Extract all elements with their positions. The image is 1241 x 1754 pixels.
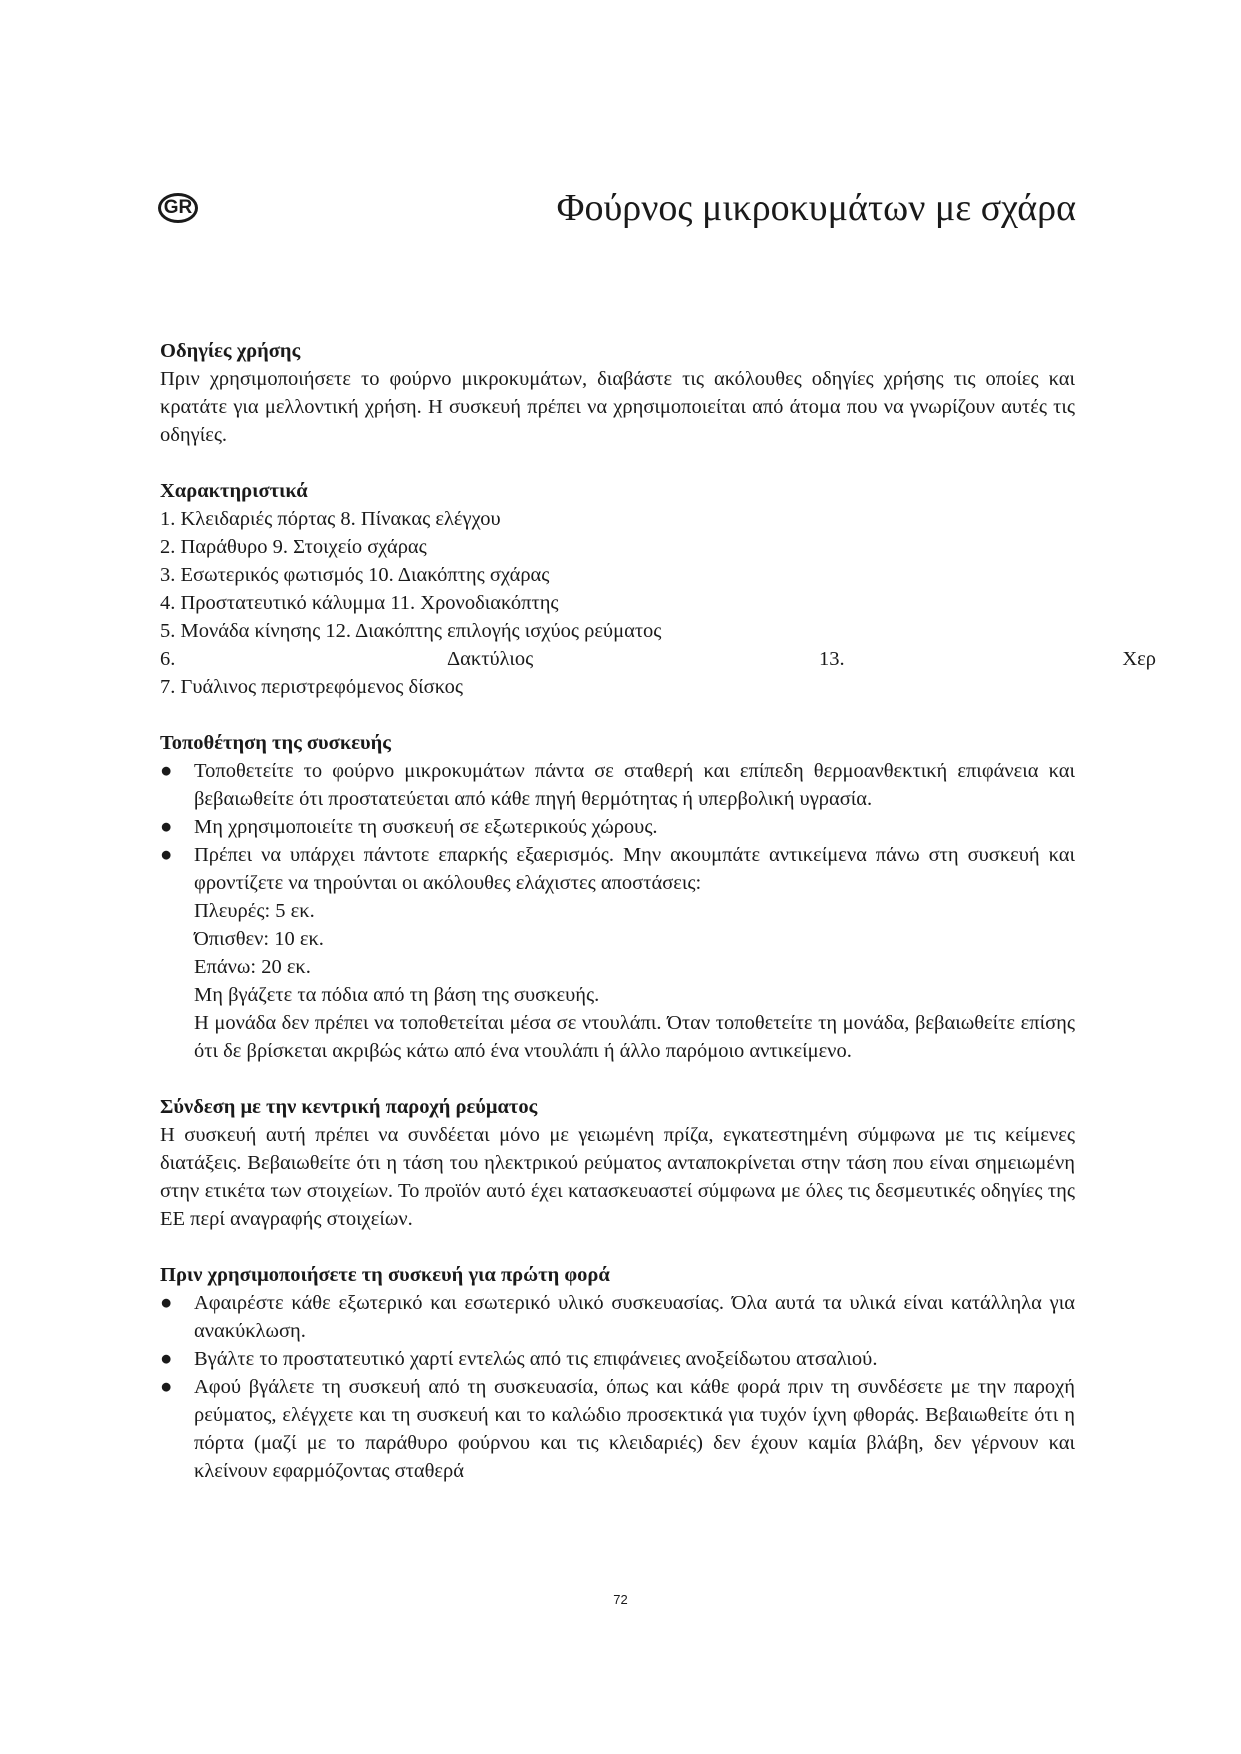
page-title: Φούρνος μικροκυμάτων με σχάρα (556, 187, 1076, 229)
feature-line: 2. Παράθυρο 9. Στοιχείο σχάρας (160, 536, 427, 558)
section-heading: Πριν χρησιμοποιήσετε τη συσκευή για πρώτη φορά (160, 1264, 610, 1286)
list-item-text: Βγάλτε το προστατευτικό χαρτί εντελώς από τις επιφάνειες ανοξείδωτου ατσαλιού. (194, 1348, 878, 1370)
list-item (160, 841, 1075, 1065)
list-item-text: Αφαιρέστε κάθε εξωτερικό και εσωτερικό υλικό συσκευασίας. Όλα αυτά τα υλικά είναι κατάλληλα για ανακύκλωση. (194, 1292, 1075, 1342)
list-item-text: Αφού βγάλετε τη συσκευή από τη συσκευασία, όπως και κάθε φορά πριν τη συνδέσετε με την παροχή ρεύματος, ελέγχετε και τη συσκευή και το καλώδιο προσεκτικά για τυχόν ίχνη φθοράς. Βεβαιωθείτε ότι η πόρτα (μαζί με το παράθυρο φούρνου και τις κλειδαριές) δεν έχουν καμία βλάβη, δεν γέρνουν και κλείνουν εφαρμόζοντας σταθερά (194, 1376, 1075, 1482)
bullet-list (160, 1289, 1075, 1485)
bullet-icon: ● (160, 816, 173, 838)
feature-line: 1. Κλειδαριές πόρτας 8. Πίνακας ελέγχου (160, 508, 501, 530)
section-heading: Τοποθέτηση της συσκευής (160, 732, 391, 754)
section-paragraph: Πριν χρησιμοποιήσετε το φούρνο μικροκυμάτων, διαβάστε τις ακόλουθες οδηγίες χρήσης τις οποίες και κρατάτε για μελλοντική χρήση. Η συσκευή πρέπει να χρησιμοποιείται από άτομα που να γνωρίζουν αυτές τις οδηγίες. (160, 368, 1075, 446)
section-heading: Οδηγίες χρήσης (160, 340, 301, 362)
list-item (160, 1373, 1075, 1485)
bullet-icon: ● (160, 1376, 173, 1398)
list-item-text: Πρέπει να υπάρχει πάντοτε επαρκής εξαερισμός. Μην ακουμπάτε αντικείμενα πάνω στη συσκευή και φροντίζετε να τηρούνται οι ακόλουθες ελάχιστες αποστάσεις: (194, 844, 1075, 894)
section-connection (160, 1093, 1075, 1233)
feature-line: 7. Γυάλινος περιστρεφόμενος δίσκος (160, 676, 463, 698)
feature-line: 4. Προστατευτικό κάλυμμα 11. Χρονοδιακόπτης (160, 592, 559, 614)
section-features (160, 477, 1156, 701)
sub-line: Όπισθεν: 10 εκ. (194, 928, 324, 950)
feature-line: 3. Εσωτερικός φωτισμός 10. Διακόπτης σχάρας (160, 564, 550, 586)
sub-line: Η μονάδα δεν πρέπει να τοποθετείται μέσα σε ντουλάπι. Όταν τοποθετείτε τη μονάδα, βεβαιωθείτε επίσης ότι δε βρίσκεται ακριβώς κάτω από ένα ντουλάπι ή άλλο παρόμοιο αντικείμενο. (194, 1012, 1075, 1062)
list-item (160, 757, 1075, 813)
language-badge: GR (158, 193, 198, 223)
bullet-icon: ● (160, 760, 173, 782)
bullet-list (160, 757, 1075, 1065)
feature-line: 5. Μονάδα κίνησης 12. Διακόπτης επιλογής ισχύος ρεύματος (160, 620, 662, 642)
feature-label: Χερ (1122, 648, 1156, 670)
sub-line: Επάνω: 20 εκ. (194, 956, 311, 978)
section-usage (160, 337, 1075, 449)
list-item (160, 813, 1075, 841)
feature-label: Δακτύλιος (447, 648, 534, 670)
section-placement (160, 729, 1075, 1065)
feature-line (160, 645, 1156, 673)
document-body (160, 337, 1156, 1513)
feature-number: 6. (160, 648, 176, 670)
list-item (160, 1289, 1075, 1345)
list-item-text: Τοποθετείτε το φούρνο μικροκυμάτων πάντα σε σταθερή και επίπεδη θερμοανθεκτική επιφάνεια και βεβαιωθείτε ότι προστατεύεται από κάθε πηγή θερμότητας ή υπερβολική υγρασία. (194, 760, 1075, 810)
section-heading: Σύνδεση με την κεντρική παροχή ρεύματος (160, 1096, 538, 1118)
feature-number: 13. (819, 648, 845, 670)
list-item (160, 1345, 1075, 1373)
section-paragraph: Η συσκευή αυτή πρέπει να συνδέεται μόνο με γειωμένη πρίζα, εγκατεστημένη σύμφωνα με τις κείμενες διατάξεις. Βεβαιωθείτε ότι η τάση του ηλεκτρικού ρεύματος ανταποκρίνεται στην τάση που είναι σημειωμένη στην ετικέτα των στοιχείων. Το προϊόν αυτό έχει κατασκευαστεί σύμφωνα με όλες τις δεσμευτικές οδηγίες της ΕΕ περί αναγραφής στοιχείων. (160, 1124, 1075, 1230)
sub-line: Πλευρές: 5 εκ. (194, 900, 315, 922)
bullet-icon: ● (160, 1292, 173, 1314)
sub-line: Μη βγάζετε τα πόδια από τη βάση της συσκευής. (194, 984, 600, 1006)
page-number: 72 (613, 1592, 628, 1607)
section-heading: Χαρακτηριστικά (160, 480, 308, 502)
bullet-icon: ● (160, 844, 173, 866)
list-item-text: Μη χρησιμοποιείτε τη συσκευή σε εξωτερικούς χώρους. (194, 816, 658, 838)
bullet-icon: ● (160, 1348, 173, 1370)
section-first-use (160, 1261, 1075, 1485)
